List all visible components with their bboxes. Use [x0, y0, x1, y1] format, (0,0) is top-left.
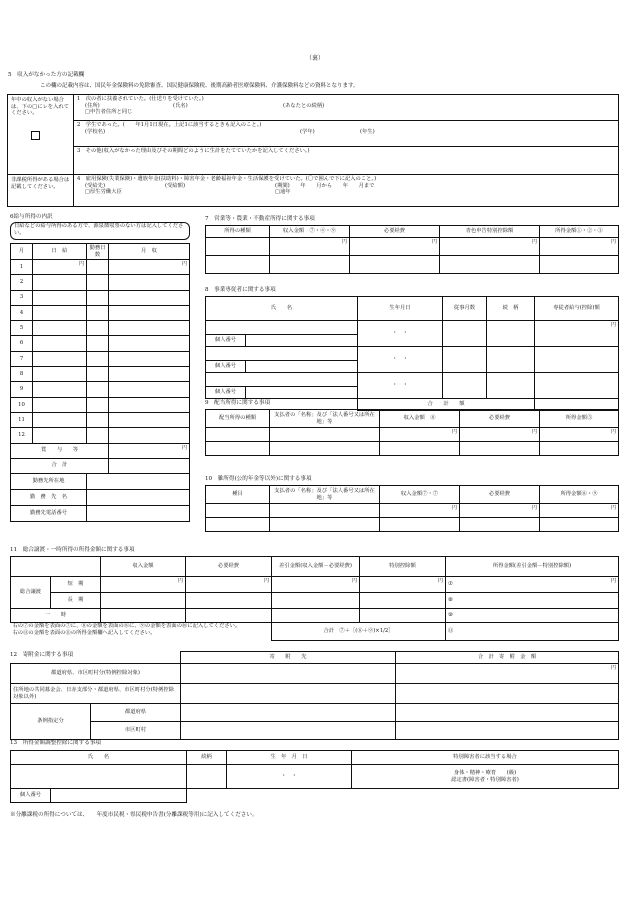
salary-month-label: 3	[11, 290, 33, 305]
section5-table	[7, 94, 619, 207]
s11-yen[interactable]: 円	[272, 577, 360, 593]
salary-daily-cell[interactable]	[33, 321, 87, 336]
s13-col-disability: 特別障害者に該当する場合	[352, 751, 619, 765]
s12-cell[interactable]	[396, 704, 619, 722]
s8-birth-cell[interactable]: ・ ・	[358, 321, 443, 347]
col-days: 勤務日数	[87, 244, 109, 260]
r4-period-label: (期間) 年 月から 年 月まで	[275, 182, 375, 189]
s12-col-donee: 寄 附 先	[181, 652, 396, 664]
salary-total-label: 合 計	[11, 458, 109, 473]
page-side-label: （裏）	[305, 55, 324, 62]
salary-bonus-label: 賞 与 等	[11, 443, 109, 458]
salary-monthly-cell[interactable]	[109, 367, 190, 382]
s11-note1: 右の⑦の金額を表面の⑦に、⑧の金額を表面の⑧に、⑨の金額を表面の⑩に記入してください。	[12, 623, 241, 629]
r3-line: 3 その他(収入がなかった理由及びその期間どのように生計をたてていたかを記入してください。)	[77, 148, 310, 154]
family-employee-table	[205, 296, 619, 411]
r1-same-address: □申告者住所と同じ	[85, 109, 133, 116]
s10-col-item: 種目	[206, 486, 270, 504]
r2-line1: 2 学生であった。( 年1月1日現在。上記1に該当するときも記入のこと。)	[77, 122, 262, 128]
s11-col-revenue: 収入金額	[101, 557, 186, 577]
s11-income-short[interactable]	[446, 577, 619, 593]
salary-monthly-cell[interactable]	[109, 275, 190, 290]
s11-long-label: 長 期	[51, 593, 101, 609]
col-daily-wage: 日 給	[33, 244, 87, 260]
salary-month-label: 9	[11, 382, 33, 397]
r4-mhlw-check: □厚生労働大臣	[85, 189, 122, 196]
col-month: 月	[11, 244, 33, 260]
salary-month-row	[11, 321, 190, 336]
s7-cell[interactable]	[206, 256, 270, 274]
employer-address-cell[interactable]	[87, 473, 190, 489]
s9-cell[interactable]	[206, 428, 270, 442]
section5-note: この欄の記載内容は、国民年金保険料の免除審査、国民健康保険税、後期高齢者医療保険料、介護保険料などの資料となります。	[40, 83, 359, 89]
r4-amount-label: (受給額)	[165, 182, 186, 189]
s9-col-income: 所得金額⑤	[540, 410, 619, 428]
salary-month-label: 8	[11, 367, 33, 382]
s7-yen[interactable]: 円	[350, 238, 440, 256]
section9-title: 9 配当所得に関する事項	[205, 400, 271, 406]
s11-yen: 円	[610, 578, 616, 584]
s7-cell[interactable]	[440, 256, 540, 274]
salary-month-row	[11, 412, 190, 427]
salary-bonus-cell[interactable]: 円	[109, 443, 190, 458]
s13-disability-grade: 身体・精神・療育 (級)	[453, 769, 517, 776]
income-adjustment-table	[10, 750, 619, 803]
s11-formula: 合計 ⑦＋［(⑧＋⑨)×1/2］	[272, 623, 446, 641]
salary-daily-cell[interactable]: 円	[33, 260, 87, 275]
s12-row-community-chest: 住所地の共同募金会、日赤支部分・都道府県、市区町村分(特例控除対象以外)	[11, 684, 181, 704]
employer-phone-cell[interactable]	[87, 505, 190, 521]
employer-address-label: 勤務先所在地	[11, 473, 87, 489]
s9-cell[interactable]	[206, 442, 270, 456]
salary-month-row	[11, 428, 190, 443]
dividend-table	[205, 409, 619, 456]
salary-month-label: 1	[11, 260, 33, 275]
s9-cell[interactable]	[380, 442, 460, 456]
salary-daily-cell[interactable]	[33, 367, 87, 382]
s7-cell[interactable]	[540, 256, 619, 274]
s11-mark: ⑪	[448, 628, 454, 635]
s9-yen[interactable]: 円	[540, 428, 619, 442]
s8-birth-cell[interactable]: ・ ・	[358, 373, 443, 399]
r1-line1: 1 次の者に扶養されていた。(仕送りを受けていた。)	[77, 96, 204, 102]
salary-total-cell[interactable]	[109, 458, 190, 473]
s13-disability-cert: 認定書(障害者・特別障害者)	[451, 776, 519, 783]
s11-cell[interactable]	[360, 593, 446, 609]
salary-days-cell[interactable]	[87, 428, 109, 443]
section8-title: 8 事業専従者に関する事項	[205, 287, 276, 293]
salary-days-cell[interactable]	[87, 321, 109, 336]
salary-monthly-cell[interactable]	[109, 351, 190, 366]
s8-col-relation: 続 柄	[487, 297, 535, 321]
salary-daily-cell[interactable]	[33, 336, 87, 351]
salary-month-label: 5	[11, 321, 33, 336]
s11-mark: ⑧	[448, 597, 453, 604]
section5-title: 5 収入がなかった方の記載欄	[8, 72, 85, 78]
s11-col-special: 特別控除額	[360, 557, 446, 577]
s8-col-months: 従事月数	[443, 297, 487, 321]
s10-cell[interactable]	[460, 518, 540, 532]
s9-cell[interactable]	[270, 442, 380, 456]
s13-col-relation: 続柄	[187, 751, 227, 765]
employer-name-cell[interactable]	[87, 489, 190, 505]
no-income-checkbox[interactable]	[31, 131, 40, 140]
s10-col-income: 所得金額⑧・⑨	[540, 486, 619, 504]
s9-col-expense: 必要経費	[460, 410, 540, 428]
salary-days-cell[interactable]	[87, 336, 109, 351]
r1-address-label: (住所)	[85, 102, 100, 109]
s7-yen[interactable]: 円	[440, 238, 540, 256]
s9-yen[interactable]: 円	[460, 428, 540, 442]
r1-name-label: (氏名)	[173, 102, 188, 109]
s10-cell[interactable]	[380, 518, 460, 532]
salary-monthly-cell[interactable]	[109, 397, 190, 412]
s12-cell[interactable]	[181, 722, 396, 740]
s11-col-diff: 差引金額(収入金額－必要経費)	[272, 557, 360, 577]
s11-yen[interactable]: 円	[186, 577, 272, 593]
s8-col-salary: 専従者給与(控除)額	[535, 297, 619, 321]
r4-full-year-check: □通年	[275, 189, 291, 196]
section13-title: 13 所得金額調整控除に関する事項	[10, 740, 102, 746]
s12-cell[interactable]	[181, 664, 396, 684]
salary-daily-cell[interactable]	[33, 382, 87, 397]
salary-days-cell[interactable]	[87, 260, 109, 275]
s10-col-expense: 必要経費	[460, 486, 540, 504]
section11-title: 11 総合譲渡・一時所得の所得金額に関する事項	[10, 547, 135, 553]
salary-daily-cell[interactable]	[33, 305, 87, 320]
salary-monthly-cell[interactable]	[109, 382, 190, 397]
s11-cell[interactable]	[186, 593, 272, 609]
s11-income-long[interactable]	[446, 593, 619, 609]
s8-cell[interactable]	[487, 373, 535, 399]
s13-indiv-cell[interactable]	[51, 789, 187, 803]
section7-title: 7 営業等・農業・不動産所得に関する事項	[205, 216, 315, 222]
salary-days-cell[interactable]	[87, 382, 109, 397]
s13-relation-cell[interactable]	[187, 765, 227, 789]
salary-days-cell[interactable]	[87, 275, 109, 290]
s7-cell[interactable]	[350, 256, 440, 274]
salary-month-label: 2	[11, 275, 33, 290]
salary-monthly-cell[interactable]	[109, 428, 190, 443]
s7-cell[interactable]	[270, 256, 350, 274]
s11-total[interactable]	[446, 623, 619, 641]
employer-phone-label: 勤務先電話番号	[11, 505, 87, 521]
salary-table	[10, 243, 190, 522]
salary-month-row	[11, 260, 190, 275]
s9-col-type: 配当所得の種類	[206, 410, 270, 428]
s11-note2: 右の⑪の金額を表面の⑪の所得金額欄へ記入してください。	[12, 629, 156, 636]
s8-indiv-label: 個人番号	[206, 335, 246, 347]
s12-yen[interactable]: 円	[396, 664, 619, 684]
s7-cell[interactable]	[206, 238, 270, 256]
s11-cell[interactable]	[186, 609, 272, 623]
s10-col-revenue: 収入金額⑦・⑦	[380, 486, 460, 504]
s7-col-income: 所得金額①・②・③	[540, 226, 619, 238]
r2-grade-label: (学年)	[300, 128, 315, 135]
salary-daily-cell[interactable]	[33, 275, 87, 290]
r2-year-label: (年生)	[360, 128, 375, 135]
s8-name-cell[interactable]	[206, 373, 358, 387]
s7-col-expense: 必要経費	[350, 226, 440, 238]
s11-yen[interactable]: 円	[360, 577, 446, 593]
r4-payer-label: (受給先)	[85, 182, 106, 189]
s11-corner	[11, 557, 101, 577]
salary-daily-cell[interactable]	[33, 397, 87, 412]
s12-row-ordinance: 条例指定分	[11, 704, 91, 740]
salary-month-row	[11, 367, 190, 382]
salary-month-row	[11, 351, 190, 366]
salary-monthly-cell[interactable]	[109, 290, 190, 305]
s12-row-pref-city: 都道府県、市区町村分(特例控除対象)	[11, 664, 181, 684]
s12-row-city: 市区町村	[91, 722, 181, 740]
s11-mark: ⑨	[448, 612, 453, 619]
salary-month-label: 6	[11, 336, 33, 351]
s9-cell[interactable]	[460, 442, 540, 456]
s7-yen[interactable]: 円	[540, 238, 619, 256]
business-income-table	[205, 225, 619, 274]
s8-cell[interactable]	[443, 347, 487, 373]
salary-days-cell[interactable]	[87, 290, 109, 305]
section12-title: 12 寄附金に関する事項	[10, 652, 74, 658]
salary-month-label: 12	[11, 428, 33, 443]
salary-month-row	[11, 305, 190, 320]
salary-monthly-cell[interactable]	[109, 412, 190, 427]
s8-birth-cell[interactable]: ・ ・	[358, 347, 443, 373]
nontaxable-instruction: 非課税所得がある場合は記載してください。	[11, 177, 70, 190]
section6-title: 6給与所得の内訳	[10, 214, 53, 220]
s8-col-name: 氏 名	[206, 297, 358, 321]
transfer-income-table	[10, 556, 619, 641]
s11-cell[interactable]	[101, 609, 186, 623]
s11-cell[interactable]	[360, 609, 446, 623]
s8-col-birth: 生年月日	[358, 297, 443, 321]
s8-name-cell[interactable]	[206, 347, 358, 361]
s12-row-pref: 都道府県	[91, 704, 181, 722]
salary-days-cell[interactable]	[87, 397, 109, 412]
salary-monthly-cell[interactable]	[109, 336, 190, 351]
salary-month-row	[11, 336, 190, 351]
salary-days-cell[interactable]	[87, 351, 109, 366]
salary-monthly-cell[interactable]: 円	[109, 260, 190, 275]
salary-days-cell[interactable]	[87, 305, 109, 320]
footnote: ※分離課税の所得については、 年度市民税・県民税申告書(分離課税等用)に記入してください。	[10, 812, 258, 818]
s10-cell[interactable]	[270, 518, 380, 532]
s10-cell[interactable]	[206, 518, 270, 532]
salary-month-row	[11, 290, 190, 305]
salary-month-label: 11	[11, 412, 33, 427]
employer-name-label: 勤 務 先 名	[11, 489, 87, 505]
s7-yen[interactable]: 円	[270, 238, 350, 256]
s11-yen[interactable]: 円	[101, 577, 186, 593]
s11-cell[interactable]	[272, 609, 360, 623]
s8-indiv-cell[interactable]	[246, 387, 358, 399]
s7-col-type: 所得の種類	[206, 226, 270, 238]
salary-daily-cell[interactable]	[33, 412, 87, 427]
salary-month-row	[11, 275, 190, 290]
s8-cell[interactable]	[443, 321, 487, 347]
s12-cell[interactable]	[396, 722, 619, 740]
s13-indiv-label: 個人番号	[11, 789, 51, 803]
salary-monthly-cell[interactable]	[109, 305, 190, 320]
salary-daily-cell[interactable]	[33, 351, 87, 366]
s12-cell[interactable]	[181, 684, 396, 704]
s11-cell[interactable]	[101, 593, 186, 609]
s9-cell[interactable]	[270, 428, 380, 442]
salary-days-cell[interactable]	[87, 412, 109, 427]
s9-yen[interactable]: 円	[380, 428, 460, 442]
s8-total-label: 合 計 額	[358, 399, 535, 411]
s8-indiv-label: 個人番号	[206, 387, 246, 399]
s10-yen[interactable]: 円	[380, 504, 460, 518]
s11-short-label: 短 期	[51, 577, 101, 593]
s10-cell[interactable]	[270, 504, 380, 518]
s8-cell[interactable]	[535, 373, 619, 399]
s10-cell[interactable]	[206, 504, 270, 518]
s8-indiv-cell[interactable]	[246, 361, 358, 373]
misc-income-table	[205, 485, 619, 532]
s11-income-ichiji[interactable]	[446, 609, 619, 623]
r1-relation-label: (あなたとの続柄)	[283, 102, 325, 109]
s11-ichiji-label: 一 時	[11, 609, 101, 623]
salary-days-cell[interactable]	[87, 367, 109, 382]
donation-table	[10, 651, 619, 740]
s10-yen[interactable]: 円	[540, 504, 619, 518]
s8-cell[interactable]	[487, 347, 535, 373]
section6-note: 日給などの給与所得のある方で、源泉徴収票のない方は記入してください。	[10, 222, 190, 240]
s12-cell[interactable]	[181, 704, 396, 722]
r2-school-label: (学校名)	[85, 128, 106, 135]
section10-title: 10 雑所得(公的年金等以外)に関する事項	[205, 476, 312, 482]
s11-col-income: 所得金額(差引金額－特別控除額)	[446, 557, 619, 577]
s8-yen[interactable]: 円	[535, 321, 619, 347]
s11-cell[interactable]	[272, 593, 360, 609]
s10-cell[interactable]	[540, 518, 619, 532]
s8-indiv-cell[interactable]	[246, 335, 358, 347]
s8-cell[interactable]	[535, 347, 619, 373]
s11-mark: ⑦	[448, 581, 453, 588]
s13-col-birth: 生 年 月 日	[227, 751, 352, 765]
salary-monthly-cell[interactable]	[109, 321, 190, 336]
s8-cell[interactable]	[443, 373, 487, 399]
s8-indiv-label: 個人番号	[206, 361, 246, 373]
salary-daily-cell[interactable]	[33, 428, 87, 443]
s7-col-revenue: 収入金額 ⑦・④・⑨	[270, 226, 350, 238]
s11-col-expense: 必要経費	[186, 557, 272, 577]
s12-col-total: 合 計 寄 附 金 額	[396, 652, 619, 664]
r4-line1: 4 雇用保険(失業保険)・遺族年金(扶助料)・障害年金・老齢福祉年金・生活保護を受けていた。(〇で囲んで下に記入のこと。)	[77, 176, 377, 182]
s12-cell[interactable]	[396, 684, 619, 704]
salary-month-row	[11, 382, 190, 397]
s10-yen[interactable]: 円	[460, 504, 540, 518]
salary-daily-cell[interactable]	[33, 290, 87, 305]
s7-col-blue: 青色申告特別控除額	[440, 226, 540, 238]
s13-birth-cell[interactable]: ・ ・	[227, 765, 352, 789]
s13-col-name: 氏 名	[11, 751, 187, 765]
s8-name-cell[interactable]	[206, 321, 358, 335]
s8-cell[interactable]	[487, 321, 535, 347]
col-monthly: 月 収	[109, 244, 190, 260]
salary-month-label: 7	[11, 351, 33, 366]
salary-month-row	[11, 397, 190, 412]
s11-sogo-label: 総合譲渡	[11, 577, 51, 609]
s9-cell[interactable]	[540, 442, 619, 456]
s9-col-revenue: 収入金額 ⑧	[380, 410, 460, 428]
s9-col-payer: 支払者の「名称」及び「法人番号又は所在地」等	[270, 410, 380, 428]
salary-month-label: 4	[11, 305, 33, 320]
no-income-instruction: 年中の収入がない場合は、下の□にレを入れてください。	[11, 97, 69, 117]
s13-name-cell[interactable]	[11, 765, 187, 789]
s10-col-payer: 支払者の「名称」及び「法人番号又は所在地」等	[270, 486, 380, 504]
salary-month-label: 10	[11, 397, 33, 412]
